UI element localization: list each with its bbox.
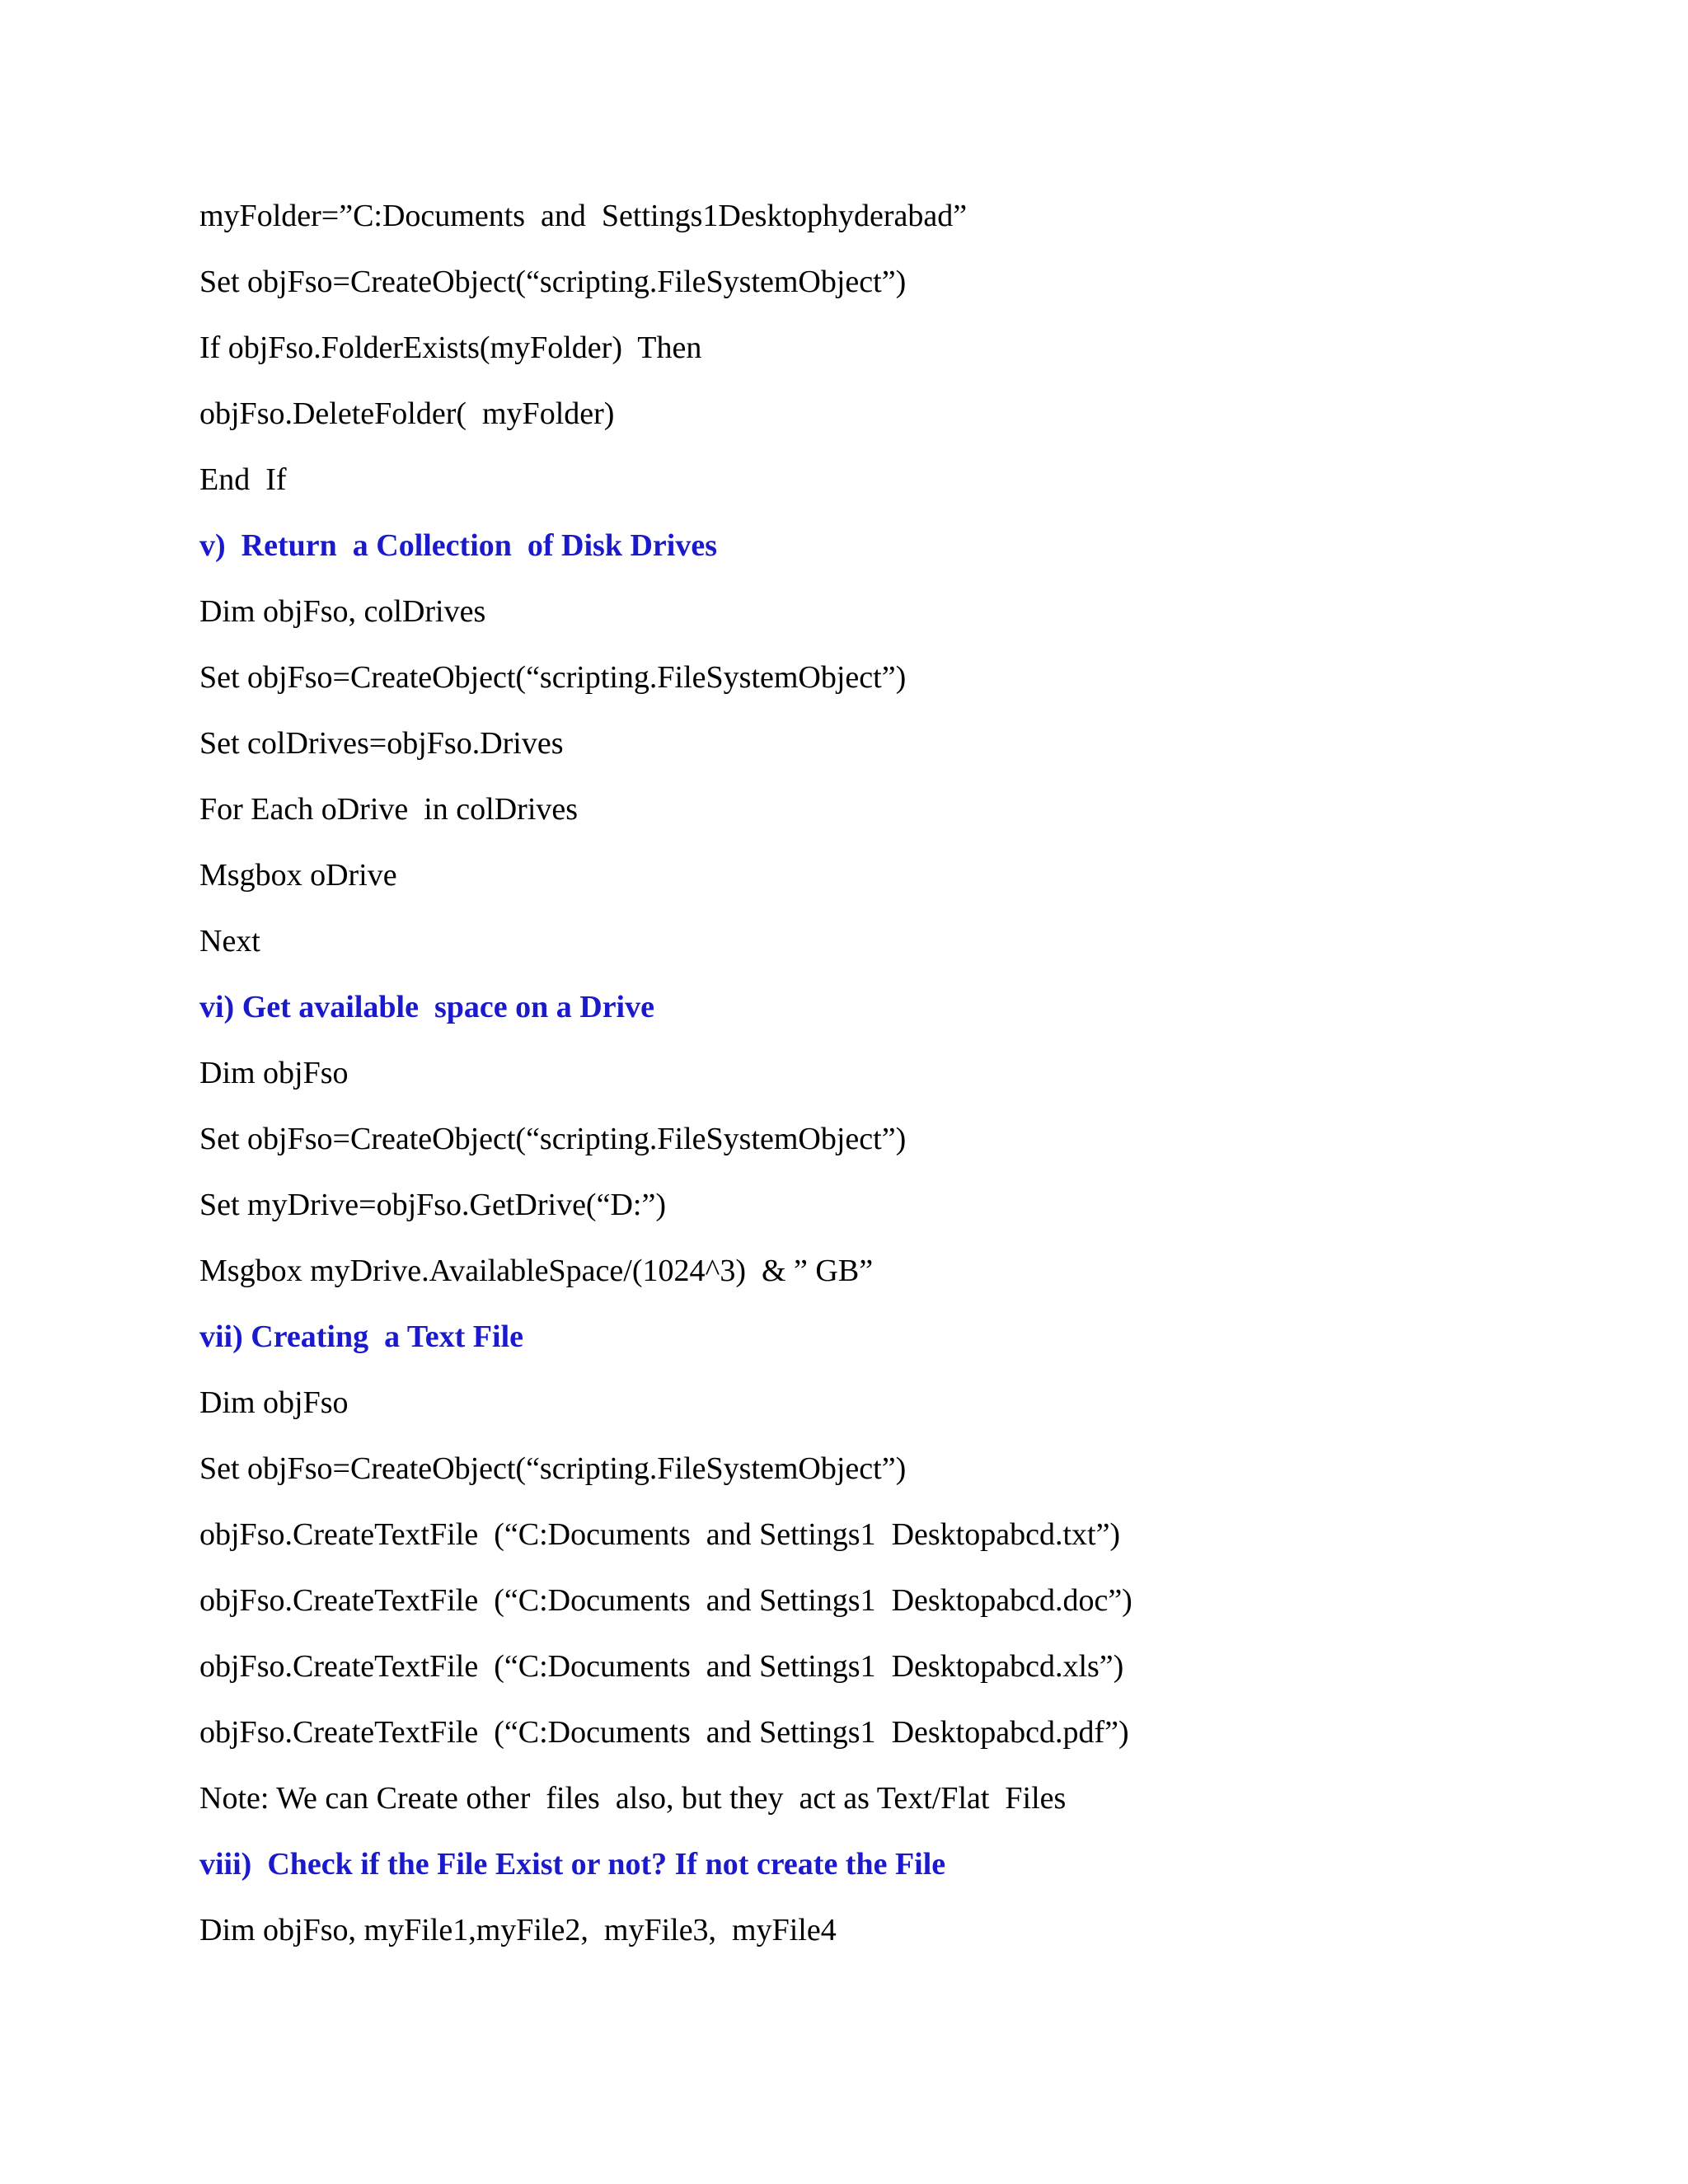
code-line: Dim objFso (199, 1056, 349, 1090)
code-line: End If (199, 462, 287, 497)
code-line: Dim objFso, colDrives (199, 594, 486, 629)
code-line: If objFso.FolderExists(myFolder) Then (199, 330, 702, 365)
section-heading: v) Return a Collection of Disk Drives (199, 528, 717, 563)
code-line: Set objFso=CreateObject(“scripting.FileSystemObject”) (199, 660, 907, 695)
code-line: Set colDrives=objFso.Drives (199, 726, 564, 761)
code-line: Msgbox myDrive.AvailableSpace/(1024^3) & ” GB” (199, 1254, 874, 1288)
page-content (199, 183, 1601, 1963)
note-line: Note: We can Create other files also, but they act as Text/Flat Files (199, 1781, 1067, 1816)
code-line: For Each oDrive in colDrives (199, 792, 579, 827)
section-heading: vii) Creating a Text File (199, 1319, 523, 1354)
code-line: objFso.DeleteFolder( myFolder) (199, 396, 615, 431)
code-line: myFolder=”C:Documents and Settings1Desktophyderabad” (199, 199, 968, 233)
code-line: Set objFso=CreateObject(“scripting.FileSystemObject”) (199, 1122, 907, 1156)
code-line: Set myDrive=objFso.GetDrive(“D:”) (199, 1188, 666, 1222)
section-heading: vi) Get available space on a Drive (199, 990, 654, 1024)
code-line: objFso.CreateTextFile (“C:Documents and Settings1 Desktopabcd.txt”) (199, 1517, 1121, 1552)
code-line: Set objFso=CreateObject(“scripting.FileSystemObject”) (199, 265, 907, 299)
code-line: Msgbox oDrive (199, 858, 397, 893)
section-heading: viii) Check if the File Exist or not? If not create the File (199, 1847, 946, 1882)
code-line: Dim objFso, myFile1,myFile2, myFile3, myFile4 (199, 1913, 837, 1947)
code-line: objFso.CreateTextFile (“C:Documents and Settings1 Desktopabcd.pdf”) (199, 1715, 1129, 1750)
code-line: objFso.CreateTextFile (“C:Documents and Settings1 Desktopabcd.doc”) (199, 1583, 1132, 1618)
code-line: objFso.CreateTextFile (“C:Documents and Settings1 Desktopabcd.xls”) (199, 1649, 1124, 1684)
code-line: Set objFso=CreateObject(“scripting.FileSystemObject”) (199, 1451, 907, 1486)
code-line: Next (199, 924, 260, 958)
code-line: Dim objFso (199, 1385, 349, 1420)
